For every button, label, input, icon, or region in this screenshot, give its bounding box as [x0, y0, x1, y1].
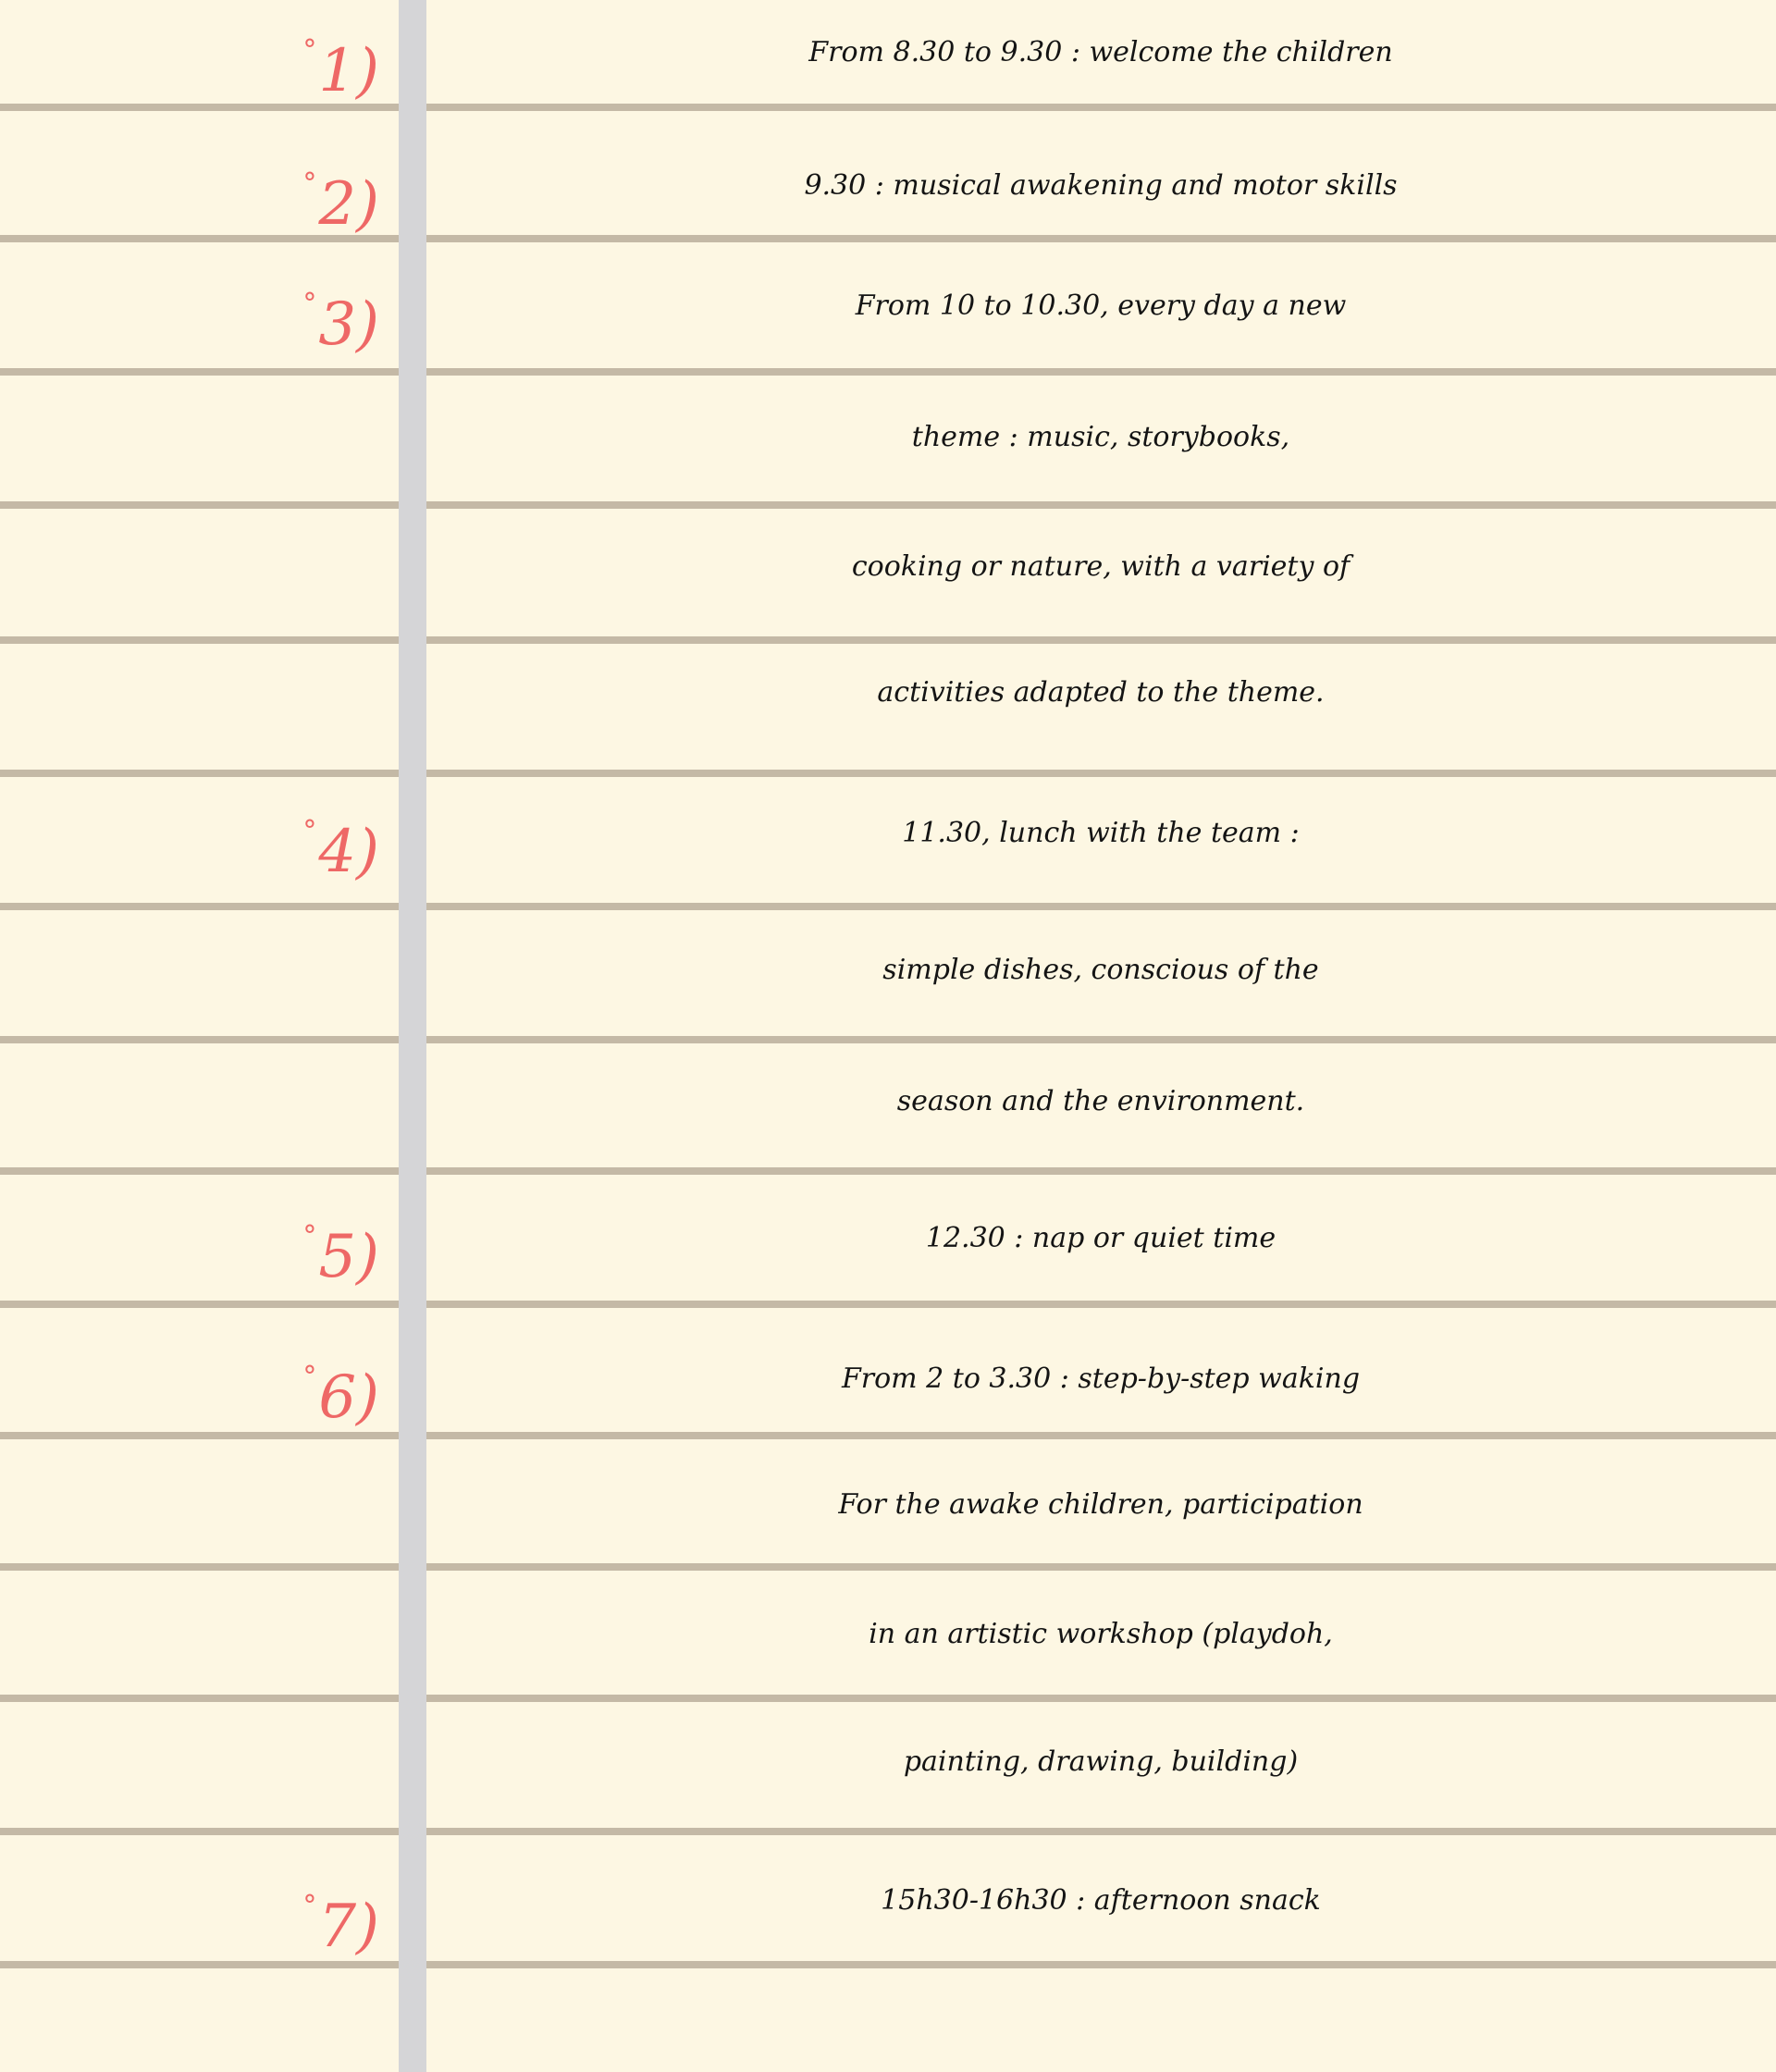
- notebook-rule: [0, 1301, 1776, 1308]
- item-4-line-2: simple dishes, conscious of the: [882, 954, 1319, 986]
- item-number-6: °6): [302, 1361, 379, 1432]
- notebook-rule: [0, 1695, 1776, 1702]
- item-3-line-4: activities adapted to the theme.: [877, 676, 1325, 709]
- notebook-rule: [0, 636, 1776, 644]
- item-6-line-2: For the awake children, participation: [838, 1488, 1363, 1521]
- notebook-rule: [0, 501, 1776, 509]
- item-4-line-1: 11.30, lunch with the team :: [902, 817, 1300, 849]
- item-number-7: °7): [302, 1890, 379, 1961]
- item-1-line-1: From 8.30 to 9.30 : welcome the children: [808, 36, 1393, 68]
- item-4-line-3: season and the environment.: [896, 1085, 1305, 1117]
- item-5-line-1: 12.30 : nap or quiet time: [925, 1222, 1276, 1254]
- item-7-line-1: 15h30-16h30 : afternoon snack: [881, 1884, 1321, 1917]
- notebook-rule: [0, 1432, 1776, 1439]
- notebook-rule: [0, 1563, 1776, 1571]
- item-6-line-3: in an artistic workshop (playdoh,: [869, 1618, 1333, 1650]
- item-6-line-1: From 2 to 3.30 : step-by-step waking: [841, 1363, 1361, 1395]
- margin-line: [399, 0, 426, 2072]
- item-6-line-4: painting, drawing, building): [903, 1745, 1299, 1778]
- notebook-rule: [0, 235, 1776, 242]
- item-2-line-1: 9.30 : musical awakening and motor skills: [804, 169, 1398, 202]
- notebook-rule: [0, 770, 1776, 777]
- notebook-rule: [0, 368, 1776, 376]
- notebook-rule: [0, 1828, 1776, 1835]
- item-3-line-3: cooking or nature, with a variety of: [851, 550, 1350, 583]
- item-number-5: °5): [302, 1220, 379, 1291]
- notebook-rule: [0, 903, 1776, 910]
- item-3-line-1: From 10 to 10.30, every day a new: [855, 290, 1347, 322]
- item-number-4: °4): [302, 815, 379, 886]
- item-number-2: °2): [302, 167, 379, 239]
- item-3-line-2: theme : music, storybooks,: [911, 421, 1290, 453]
- item-number-3: °3): [302, 288, 379, 359]
- notebook-rule: [0, 1961, 1776, 1968]
- notebook-rule: [0, 1167, 1776, 1175]
- notebook-rule: [0, 104, 1776, 111]
- notebook-rule: [0, 1036, 1776, 1043]
- item-number-1: °1): [302, 34, 379, 105]
